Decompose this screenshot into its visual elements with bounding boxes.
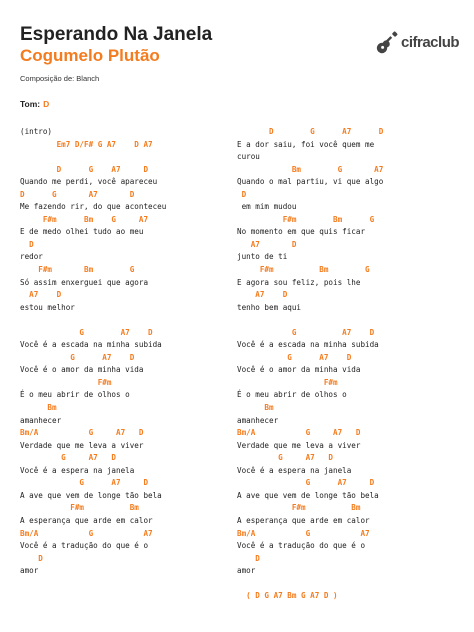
chord-line: D: [237, 189, 247, 199]
chord-line: Bm G A7: [237, 164, 384, 174]
chord-line: Bm/A G A7 D: [237, 428, 361, 438]
lyric-line: E a dor saiu, foi você quem me: [237, 139, 375, 149]
chord-line: Bm: [20, 403, 57, 413]
lyric-line: Só assim enxerguei que agora: [20, 277, 149, 287]
lyric-line: Verdade que me leva a viver: [237, 440, 361, 450]
chord-line: D: [20, 553, 43, 563]
chord-line: A7 D: [237, 239, 297, 249]
chord-line: D G A7 D: [237, 127, 384, 136]
lyric-line: redor: [20, 252, 43, 262]
chord-line: A7 D: [20, 290, 62, 300]
chord-line: G A7 D: [20, 478, 149, 488]
lyric-line: tenho bem aqui: [237, 302, 302, 312]
lyric-line: Quando me perdi, você apareceu: [20, 177, 158, 187]
chord-line: G A7 D: [237, 352, 352, 362]
lyric-line: A esperança que arde em calor: [237, 515, 370, 525]
chord-line: Bm: [237, 403, 274, 413]
blank-line: [237, 314, 462, 327]
chord-line: D: [237, 553, 260, 563]
chord-line: G A7 D: [20, 453, 117, 463]
cifraclub-logo: [374, 30, 464, 56]
lyric-line: Você é a escada na minha subida: [237, 340, 379, 350]
chord-line: G A7 D: [20, 327, 153, 337]
lyric-line: amanhecer: [237, 415, 279, 425]
lyric-line: É o meu abrir de olhos o: [20, 390, 130, 400]
chord-line: F#m Bm G: [20, 265, 135, 275]
lyric-line: Você é a tradução do que é o: [237, 541, 366, 551]
lyric-line: estou melhor: [20, 302, 75, 312]
key-indicator: [20, 99, 49, 109]
lyric-line: A esperança que arde em calor: [20, 515, 153, 525]
lyric-line: Me fazendo rir, do que aconteceu: [20, 202, 167, 212]
chord-line: Bm/A G A7: [237, 528, 370, 538]
chord-line: F#m Bm: [237, 503, 361, 513]
chord-line: G A7 D: [237, 478, 375, 488]
chord-line: G A7 D: [237, 453, 334, 463]
lyric-line: Você é a espera na janela: [20, 465, 135, 475]
lyric-line: junto de ti: [237, 252, 288, 262]
chord-line: A7 D: [237, 290, 288, 300]
artist-name: Cogumelo Plutão: [20, 46, 160, 65]
lyric-line: A ave que vem de longe tão bela: [237, 490, 379, 500]
chord-line: G A7 D: [20, 352, 135, 362]
chord-line: Bm/A G A7: [20, 528, 153, 538]
song-title: Esperando Na Janela: [20, 24, 213, 45]
lyric-line: amor: [237, 566, 256, 576]
chord-line: D G A7 D: [20, 189, 135, 199]
lyric-line: É o meu abrir de olhos o: [237, 390, 347, 400]
lyric-line: Você é o amor da minha vida: [20, 365, 144, 375]
key-label: Tom:: [20, 99, 41, 109]
chord-line: D: [20, 239, 34, 249]
chord-line: F#m Bm G: [237, 265, 370, 275]
chord-line: D G A7 D: [20, 164, 149, 174]
lyric-line: E de medo olhei tudo ao meu: [20, 227, 144, 237]
lyric-line: No momento em que quis ficar: [237, 227, 366, 237]
chord-line: G A7 D: [237, 327, 375, 337]
chord-line: F#m: [237, 377, 338, 387]
lyrics-column-right: [237, 126, 462, 603]
lyric-line: Quando o mal partiu, vi que algo: [237, 177, 384, 187]
chord-line: ( D G A7 Bm G A7 D ): [237, 591, 338, 601]
blank-line: [237, 578, 462, 591]
lyric-line: A ave que vem de longe tão bela: [20, 490, 162, 500]
lyric-line: Você é o amor da minha vida: [237, 365, 361, 375]
lyric-line: Você é a escada na minha subida: [20, 340, 162, 350]
chord-line: F#m: [20, 377, 112, 387]
lyric-line: (intro): [20, 127, 57, 136]
guitar-icon: [374, 30, 400, 56]
lyric-line: Verdade que me leva a viver: [20, 440, 144, 450]
key-value: D: [43, 99, 50, 109]
lyric-line: Você é a tradução do que é o: [20, 541, 149, 551]
lyric-line: Você é a espera na janela: [237, 465, 352, 475]
chord-line: Bm/A G A7 D: [20, 428, 144, 438]
lyric-line: em mim mudou: [237, 202, 297, 212]
composer-credit: Composição de: Blanch: [20, 74, 100, 83]
lyric-line: amanhecer: [20, 415, 62, 425]
chord-line: F#m Bm G: [237, 214, 375, 224]
logo-text: cifraclub: [401, 34, 460, 51]
blank-line: [20, 314, 235, 327]
chord-line: Em7 D/F# G A7 D A7: [20, 139, 153, 149]
chord-line: F#m Bm G A7: [20, 214, 149, 224]
blank-line: [20, 151, 235, 164]
lyric-line: amor: [20, 566, 39, 576]
lyrics-column-left: [20, 126, 235, 578]
chord-line: F#m Bm: [20, 503, 139, 513]
lyric-line: curou: [237, 152, 260, 162]
lyric-line: E agora sou feliz, pois lhe: [237, 277, 361, 287]
